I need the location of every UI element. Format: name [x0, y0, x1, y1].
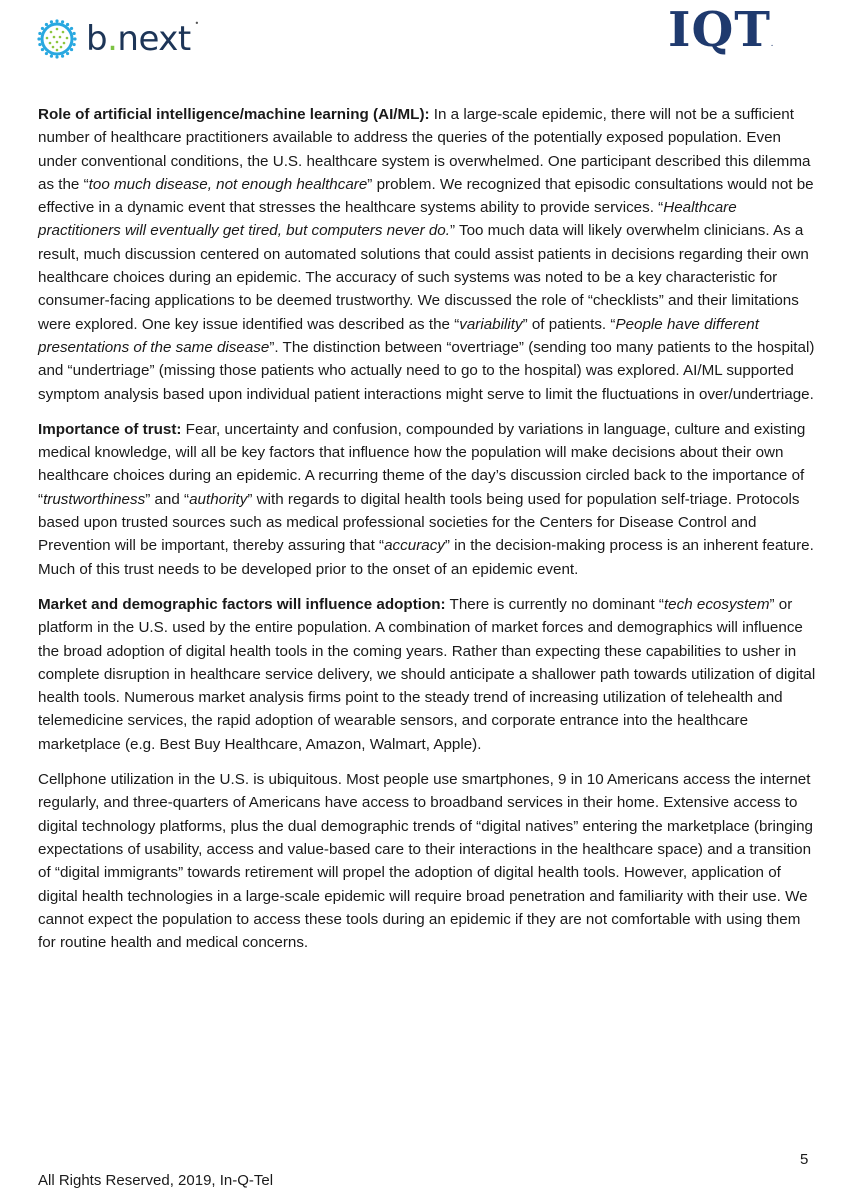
italic-quote: tech ecosystem	[663, 595, 770, 613]
body-text: ” or platform in the U.S. used by the entire population. A combination of market forces and demographics will influence the broad adoption of digital health tools in the coming years. Rather than expecting these capabilities to usher in complete disruption in healthcare service delivery, we should anticipate a shallower path towards utilization of digital health tools. Numerous market analysis firms point to the steady trend of increasing utilization of telehealth and telemedicine services, the rapid adoption of wearable sensors, and corporate entrance into the healthcare marketplace (e.g. Best Buy Healthcare, Amazon, Walmart, Apple).	[38, 595, 816, 753]
paragraph-ai-ml	[38, 103, 818, 406]
body-text: In a large-scale epidemic, there will not be a sufficient number of healthcare practitioners available to address the queries of the potentially exposed population. Even under conventional conditions, the U.S. healthcare system is overwhelmed. One participant described this dilemma as the “	[38, 106, 811, 193]
body-text: ” with regards to digital health tools being used for population self-triage. Protocols based upon trusted sources such as medical professional societies for the Centers for Disease Control and Prevention will be important, thereby assuring that “	[38, 490, 800, 555]
italic-quote: People have different presentations of the same disease	[38, 315, 759, 356]
bnext-word-next: next	[117, 19, 191, 59]
document-body	[38, 103, 818, 966]
body-text: ” in the decision-making process is an inherent feature. Much of this trust needs to be developed prior to the onset of an epidemic event.	[38, 537, 814, 578]
iqt-logo	[668, 2, 775, 58]
page-number: 5	[800, 1151, 809, 1168]
body-text: ” problem. We recognized that episodic consultations would not be effective in a dynamic event that stresses the healthcare systems ability to provide services. “	[38, 175, 814, 217]
body-text: Cellphone utilization in the U.S. is ubiquitous. Most people use smartphones, 9 in 10 Americans access the internet regularly, and three-quarters of Americans have access to broadband services in their home. Extensive access to digital technology platforms, plus the dual demographic trends of “digital natives” entering the marketplace (bringing expectations of usability, access and value-based care to their interactions in the healthcare space) and a transition of “digital immigrants” towards retirement will propel the adoption of digital health tools. However, application of digital health technologies in a large-scale epidemic will require broad penetration and familiarity with their use. We cannot expect the population to access these tools during an epidemic if they are not comfortable with using them for routine health and medical concerns.	[38, 771, 813, 952]
bnext-word-b: b	[86, 19, 108, 59]
bnext-virus-icon	[34, 16, 80, 62]
body-text: ” Too much data will likely overwhelm clinicians. As a result, much discussion centered on automated solutions that could assist patients in decisions regarding their own healthcare choices during an epidemic. The accuracy of such systems was noted to be a key characteristic for consumer-facing applications to be deemed trustworthy. We discussed the role of “checklists” and their limitations were explored. One key issue identified was described as the “	[38, 222, 809, 333]
body-text: ” of patients. “	[522, 315, 616, 333]
italic-quote: variability	[459, 315, 523, 333]
iqt-registered-mark: .	[770, 41, 775, 48]
italic-quote: accuracy	[384, 537, 445, 555]
section-heading: Role of artificial intelligence/machine learning (AI/ML):	[38, 106, 430, 123]
bnext-word-dot: .	[107, 19, 118, 59]
copyright-notice: All Rights Reserved, 2019, In-Q-Tel	[38, 1172, 274, 1189]
iqt-wordmark: IQT	[668, 2, 771, 58]
body-text: Fear, uncertainty and confusion, compounded by variations in language, culture and existing medical knowledge, will all be key factors that influence how the population will make decisions about their own healthcare choices during an epidemic. A recurring theme of the day’s discussion circled back to the importance of “	[38, 420, 806, 508]
bnext-wordmark	[86, 19, 199, 59]
paragraph-market	[38, 593, 818, 756]
paragraph-trust	[38, 418, 818, 581]
body-text: ”. The distinction between “overtriage” (sending too many patients to the hospital) and “undertriage” (missing those patients who actually need to go to the hospital) was explored. AI/ML supported symptom analysis based upon individual patient interactions might serve to limit the fluctuations in over/undertriage.	[38, 338, 815, 403]
body-text: There is currently no dominant “	[445, 595, 664, 613]
italic-quote: too much disease, not enough healthcare	[88, 175, 368, 193]
italic-quote: trustworthiness	[43, 490, 146, 508]
paragraph-cellphone	[38, 768, 818, 954]
trademark-mark: •	[194, 19, 199, 28]
italic-quote: authority	[189, 490, 248, 508]
page-header	[0, 0, 848, 80]
section-heading: Importance of trust:	[38, 420, 182, 438]
body-text: ” and “	[145, 490, 190, 508]
section-heading: Market and demographic factors will influence adoption:	[38, 595, 446, 613]
italic-quote: Healthcare practitioners will eventually get tired, but computers never do.	[38, 199, 737, 240]
bnext-logo	[34, 16, 199, 62]
